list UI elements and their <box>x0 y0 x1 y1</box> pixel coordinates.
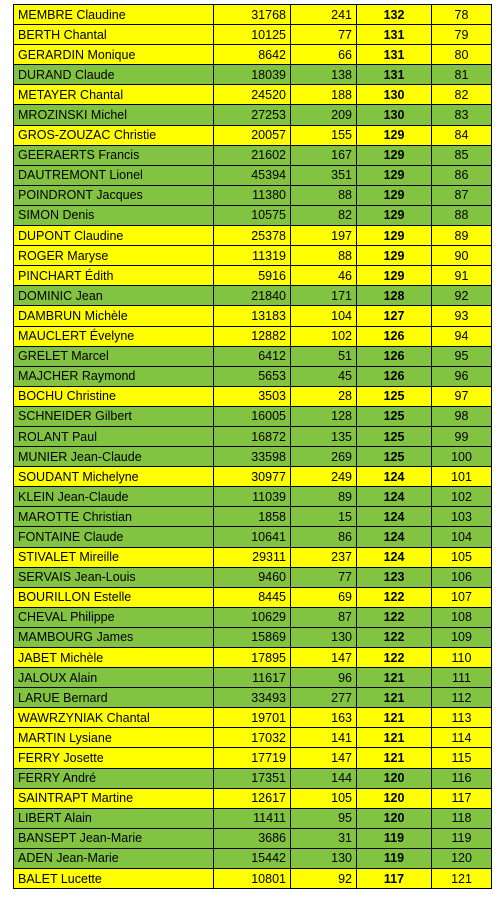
rank-cell: 121 <box>432 869 492 889</box>
table-row <box>14 627 492 647</box>
value-a-cell: 33493 <box>214 688 291 708</box>
rank-cell: 95 <box>432 346 492 366</box>
score-cell: 124 <box>357 467 432 487</box>
value-a-cell: 19701 <box>214 708 291 728</box>
value-a-cell: 24520 <box>214 85 291 105</box>
value-a-cell: 29311 <box>214 547 291 567</box>
score-cell: 122 <box>357 607 432 627</box>
name-cell: PINCHART Édith <box>14 266 214 286</box>
value-a-cell: 17351 <box>214 768 291 788</box>
rank-cell: 108 <box>432 607 492 627</box>
value-b-cell: 138 <box>291 65 357 85</box>
table-row <box>14 768 492 788</box>
table-row <box>14 85 492 105</box>
value-a-cell: 3686 <box>214 828 291 848</box>
name-cell: ADEN Jean-Marie <box>14 848 214 868</box>
table-row <box>14 426 492 446</box>
ranking-table <box>13 4 492 889</box>
score-cell: 119 <box>357 828 432 848</box>
name-cell: BOURILLON Estelle <box>14 587 214 607</box>
rank-cell: 113 <box>432 708 492 728</box>
value-b-cell: 249 <box>291 467 357 487</box>
value-b-cell: 147 <box>291 648 357 668</box>
name-cell: KLEIN Jean-Claude <box>14 487 214 507</box>
table-row <box>14 266 492 286</box>
table-row <box>14 185 492 205</box>
rank-cell: 88 <box>432 205 492 225</box>
rank-cell: 85 <box>432 145 492 165</box>
table-row <box>14 366 492 386</box>
rank-cell: 111 <box>432 668 492 688</box>
table-row <box>14 728 492 748</box>
value-b-cell: 92 <box>291 869 357 889</box>
rank-cell: 83 <box>432 105 492 125</box>
value-b-cell: 188 <box>291 85 357 105</box>
value-a-cell: 17895 <box>214 648 291 668</box>
name-cell: STIVALET Mireille <box>14 547 214 567</box>
table-row <box>14 808 492 828</box>
name-cell: DUPONT Claudine <box>14 226 214 246</box>
value-a-cell: 21840 <box>214 286 291 306</box>
rank-cell: 106 <box>432 567 492 587</box>
table-row <box>14 246 492 266</box>
score-cell: 126 <box>357 326 432 346</box>
table-row <box>14 587 492 607</box>
rank-cell: 82 <box>432 85 492 105</box>
value-a-cell: 17032 <box>214 728 291 748</box>
score-cell: 120 <box>357 788 432 808</box>
score-cell: 132 <box>357 5 432 25</box>
value-a-cell: 12617 <box>214 788 291 808</box>
name-cell: MAJCHER Raymond <box>14 366 214 386</box>
score-cell: 128 <box>357 286 432 306</box>
name-cell: JABET Michèle <box>14 648 214 668</box>
value-a-cell: 10575 <box>214 205 291 225</box>
table-row <box>14 65 492 85</box>
value-b-cell: 167 <box>291 145 357 165</box>
table-row <box>14 45 492 65</box>
table-row <box>14 507 492 527</box>
value-b-cell: 269 <box>291 447 357 467</box>
table-row <box>14 386 492 406</box>
value-a-cell: 30977 <box>214 467 291 487</box>
table-row <box>14 648 492 668</box>
rank-cell: 89 <box>432 226 492 246</box>
name-cell: MUNIER Jean-Claude <box>14 447 214 467</box>
name-cell: SAINTRAPT Martine <box>14 788 214 808</box>
score-cell: 129 <box>357 145 432 165</box>
rank-cell: 101 <box>432 467 492 487</box>
name-cell: GEERAERTS Francis <box>14 145 214 165</box>
score-cell: 131 <box>357 65 432 85</box>
value-b-cell: 171 <box>291 286 357 306</box>
value-b-cell: 46 <box>291 266 357 286</box>
value-b-cell: 141 <box>291 728 357 748</box>
rank-cell: 109 <box>432 627 492 647</box>
value-b-cell: 197 <box>291 226 357 246</box>
score-cell: 126 <box>357 346 432 366</box>
rank-cell: 116 <box>432 768 492 788</box>
value-b-cell: 128 <box>291 406 357 426</box>
table-row <box>14 688 492 708</box>
value-a-cell: 27253 <box>214 105 291 125</box>
rank-cell: 102 <box>432 487 492 507</box>
value-b-cell: 66 <box>291 45 357 65</box>
name-cell: ROGER Maryse <box>14 246 214 266</box>
score-cell: 117 <box>357 869 432 889</box>
value-a-cell: 10629 <box>214 607 291 627</box>
rank-cell: 81 <box>432 65 492 85</box>
rank-cell: 103 <box>432 507 492 527</box>
value-a-cell: 33598 <box>214 447 291 467</box>
name-cell: MARTIN Lysiane <box>14 728 214 748</box>
score-cell: 123 <box>357 567 432 587</box>
value-a-cell: 12882 <box>214 326 291 346</box>
name-cell: SOUDANT Michelyne <box>14 467 214 487</box>
score-cell: 129 <box>357 205 432 225</box>
value-a-cell: 6412 <box>214 346 291 366</box>
table-row <box>14 567 492 587</box>
value-a-cell: 11039 <box>214 487 291 507</box>
table-row <box>14 607 492 627</box>
value-a-cell: 20057 <box>214 125 291 145</box>
name-cell: SERVAIS Jean-Louis <box>14 567 214 587</box>
score-cell: 127 <box>357 306 432 326</box>
value-b-cell: 87 <box>291 607 357 627</box>
table-row <box>14 226 492 246</box>
score-cell: 121 <box>357 668 432 688</box>
table-row <box>14 105 492 125</box>
value-b-cell: 96 <box>291 668 357 688</box>
value-b-cell: 105 <box>291 788 357 808</box>
value-a-cell: 5916 <box>214 266 291 286</box>
name-cell: LARUE Bernard <box>14 688 214 708</box>
name-cell: MAMBOURG James <box>14 627 214 647</box>
value-a-cell: 15869 <box>214 627 291 647</box>
value-a-cell: 25378 <box>214 226 291 246</box>
table-row <box>14 145 492 165</box>
name-cell: BERTH Chantal <box>14 25 214 45</box>
ranking-rows <box>14 5 492 889</box>
score-cell: 131 <box>357 45 432 65</box>
name-cell: CHEVAL Philippe <box>14 607 214 627</box>
score-cell: 129 <box>357 226 432 246</box>
value-b-cell: 147 <box>291 748 357 768</box>
name-cell: DAUTREMONT Lionel <box>14 165 214 185</box>
score-cell: 130 <box>357 105 432 125</box>
table-row <box>14 25 492 45</box>
table-row <box>14 467 492 487</box>
value-a-cell: 8642 <box>214 45 291 65</box>
rank-cell: 78 <box>432 5 492 25</box>
score-cell: 121 <box>357 688 432 708</box>
value-b-cell: 15 <box>291 507 357 527</box>
value-b-cell: 155 <box>291 125 357 145</box>
name-cell: ROLANT Paul <box>14 426 214 446</box>
table-row <box>14 326 492 346</box>
rank-cell: 119 <box>432 828 492 848</box>
table-row <box>14 668 492 688</box>
rank-cell: 115 <box>432 748 492 768</box>
name-cell: FONTAINE Claude <box>14 527 214 547</box>
table-row <box>14 487 492 507</box>
value-a-cell: 1858 <box>214 507 291 527</box>
table-row <box>14 848 492 868</box>
value-b-cell: 89 <box>291 487 357 507</box>
value-b-cell: 45 <box>291 366 357 386</box>
table-row <box>14 286 492 306</box>
value-b-cell: 163 <box>291 708 357 728</box>
value-a-cell: 17719 <box>214 748 291 768</box>
value-a-cell: 18039 <box>214 65 291 85</box>
value-a-cell: 11617 <box>214 668 291 688</box>
rank-cell: 105 <box>432 547 492 567</box>
rank-cell: 80 <box>432 45 492 65</box>
value-a-cell: 11411 <box>214 808 291 828</box>
rank-cell: 107 <box>432 587 492 607</box>
rank-cell: 110 <box>432 648 492 668</box>
value-a-cell: 10801 <box>214 869 291 889</box>
rank-cell: 97 <box>432 386 492 406</box>
table-row <box>14 547 492 567</box>
score-cell: 122 <box>357 627 432 647</box>
score-cell: 121 <box>357 748 432 768</box>
value-a-cell: 11380 <box>214 185 291 205</box>
name-cell: METAYER Chantal <box>14 85 214 105</box>
value-b-cell: 102 <box>291 326 357 346</box>
table-row <box>14 5 492 25</box>
score-cell: 124 <box>357 527 432 547</box>
score-cell: 125 <box>357 406 432 426</box>
value-a-cell: 21602 <box>214 145 291 165</box>
value-b-cell: 69 <box>291 587 357 607</box>
name-cell: LIBERT Alain <box>14 808 214 828</box>
value-b-cell: 51 <box>291 346 357 366</box>
value-b-cell: 28 <box>291 386 357 406</box>
value-b-cell: 135 <box>291 426 357 446</box>
rank-cell: 98 <box>432 406 492 426</box>
name-cell: BANSEPT Jean-Marie <box>14 828 214 848</box>
table-row <box>14 828 492 848</box>
name-cell: GERARDIN Monique <box>14 45 214 65</box>
value-b-cell: 277 <box>291 688 357 708</box>
name-cell: DAMBRUN Michèle <box>14 306 214 326</box>
name-cell: FERRY Josette <box>14 748 214 768</box>
rank-cell: 117 <box>432 788 492 808</box>
score-cell: 125 <box>357 386 432 406</box>
rank-cell: 87 <box>432 185 492 205</box>
rank-cell: 99 <box>432 426 492 446</box>
table-row <box>14 788 492 808</box>
rank-cell: 112 <box>432 688 492 708</box>
value-a-cell: 10641 <box>214 527 291 547</box>
rank-cell: 90 <box>432 246 492 266</box>
table-row <box>14 306 492 326</box>
score-cell: 131 <box>357 25 432 45</box>
value-a-cell: 9460 <box>214 567 291 587</box>
name-cell: JALOUX Alain <box>14 668 214 688</box>
score-cell: 130 <box>357 85 432 105</box>
name-cell: MEMBRE Claudine <box>14 5 214 25</box>
table-row <box>14 708 492 728</box>
value-a-cell: 5653 <box>214 366 291 386</box>
value-b-cell: 86 <box>291 527 357 547</box>
score-cell: 129 <box>357 266 432 286</box>
rank-cell: 120 <box>432 848 492 868</box>
name-cell: MAROTTE Christian <box>14 507 214 527</box>
score-cell: 129 <box>357 125 432 145</box>
score-cell: 126 <box>357 366 432 386</box>
table-row <box>14 205 492 225</box>
value-b-cell: 104 <box>291 306 357 326</box>
value-a-cell: 11319 <box>214 246 291 266</box>
name-cell: SCHNEIDER Gilbert <box>14 406 214 426</box>
score-cell: 125 <box>357 426 432 446</box>
value-a-cell: 31768 <box>214 5 291 25</box>
table-row <box>14 869 492 889</box>
value-a-cell: 15442 <box>214 848 291 868</box>
table-row <box>14 346 492 366</box>
score-cell: 122 <box>357 587 432 607</box>
name-cell: MAUCLERT Évelyne <box>14 326 214 346</box>
rank-cell: 104 <box>432 527 492 547</box>
name-cell: DOMINIC Jean <box>14 286 214 306</box>
score-cell: 129 <box>357 185 432 205</box>
value-b-cell: 95 <box>291 808 357 828</box>
rank-cell: 114 <box>432 728 492 748</box>
name-cell: FERRY André <box>14 768 214 788</box>
value-b-cell: 77 <box>291 567 357 587</box>
score-cell: 125 <box>357 447 432 467</box>
score-cell: 124 <box>357 487 432 507</box>
score-cell: 121 <box>357 728 432 748</box>
value-a-cell: 8445 <box>214 587 291 607</box>
score-cell: 122 <box>357 648 432 668</box>
value-b-cell: 241 <box>291 5 357 25</box>
rank-cell: 79 <box>432 25 492 45</box>
name-cell: BALET Lucette <box>14 869 214 889</box>
table-row <box>14 165 492 185</box>
rank-cell: 92 <box>432 286 492 306</box>
rank-cell: 84 <box>432 125 492 145</box>
ranking-sheet <box>13 4 491 889</box>
value-b-cell: 144 <box>291 768 357 788</box>
value-a-cell: 13183 <box>214 306 291 326</box>
name-cell: DURAND Claude <box>14 65 214 85</box>
score-cell: 129 <box>357 246 432 266</box>
table-row <box>14 748 492 768</box>
value-a-cell: 16872 <box>214 426 291 446</box>
table-row <box>14 447 492 467</box>
table-row <box>14 406 492 426</box>
value-b-cell: 31 <box>291 828 357 848</box>
value-b-cell: 237 <box>291 547 357 567</box>
rank-cell: 96 <box>432 366 492 386</box>
rank-cell: 94 <box>432 326 492 346</box>
value-a-cell: 10125 <box>214 25 291 45</box>
name-cell: MROZINSKI Michel <box>14 105 214 125</box>
score-cell: 124 <box>357 547 432 567</box>
table-row <box>14 125 492 145</box>
value-b-cell: 209 <box>291 105 357 125</box>
value-b-cell: 88 <box>291 185 357 205</box>
value-b-cell: 130 <box>291 848 357 868</box>
value-b-cell: 82 <box>291 205 357 225</box>
rank-cell: 100 <box>432 447 492 467</box>
name-cell: WAWRZYNIAK Chantal <box>14 708 214 728</box>
name-cell: SIMON Denis <box>14 205 214 225</box>
score-cell: 120 <box>357 768 432 788</box>
rank-cell: 118 <box>432 808 492 828</box>
name-cell: GROS-ZOUZAC Christie <box>14 125 214 145</box>
table-row <box>14 527 492 547</box>
name-cell: BOCHU Christine <box>14 386 214 406</box>
value-a-cell: 3503 <box>214 386 291 406</box>
value-b-cell: 351 <box>291 165 357 185</box>
rank-cell: 86 <box>432 165 492 185</box>
name-cell: POINDRONT Jacques <box>14 185 214 205</box>
score-cell: 124 <box>357 507 432 527</box>
score-cell: 119 <box>357 848 432 868</box>
rank-cell: 93 <box>432 306 492 326</box>
rank-cell: 91 <box>432 266 492 286</box>
value-b-cell: 88 <box>291 246 357 266</box>
name-cell: GRELET Marcel <box>14 346 214 366</box>
score-cell: 120 <box>357 808 432 828</box>
value-b-cell: 77 <box>291 25 357 45</box>
value-a-cell: 45394 <box>214 165 291 185</box>
value-b-cell: 130 <box>291 627 357 647</box>
score-cell: 121 <box>357 708 432 728</box>
value-a-cell: 16005 <box>214 406 291 426</box>
score-cell: 129 <box>357 165 432 185</box>
